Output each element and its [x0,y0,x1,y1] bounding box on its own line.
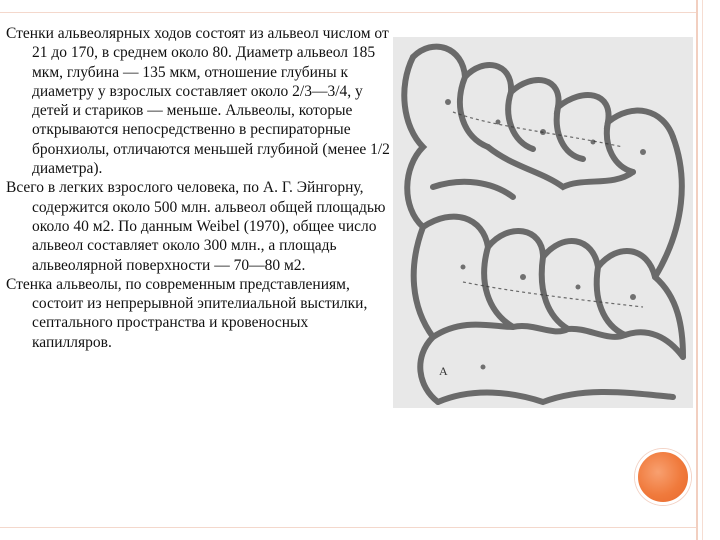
paragraph-alveolar-wall: Стенка альвеолы, по современным представлениям, состоит из непрерывной эпителиальной выстилки, септального пространства и кровеносных капилляров. [6,275,368,351]
slide-text [6,24,390,352]
slide-frame-top-line [0,12,696,13]
figure-label-a: А [439,364,448,378]
paragraph-alveolar-ducts: Стенки альвеолярных ходов состоят из альвеол числом от 21 до 170, в среднем около 80. Диаметр альвеол 185 мкм, глубина — 135 мкм, отношение глубины к диаметру у взрослых составляет около 2/3—3/4, у детей и стариков — меньше. Альвеолы, которые открываются непосредственно в респираторные бронхиолы, отличаются меньшей глубиной (менее 1/2 диаметра). [6,25,390,178]
slide-frame-right-line [696,0,698,540]
slide-frame-right-line-thin [702,0,703,540]
alveoli-micrograph-figure [393,37,693,408]
alveoli-illustration [393,37,693,408]
slide-frame-bottom-line [0,527,696,528]
decorative-orange-circle [635,449,691,505]
paragraph-alveoli-count: Всего в легких взрослого человека, по А. Г. Эйнгорну, содержится около 500 млн. альвеол общей площадью около 40 м2. По данным Weibel (1970), общее число альвеол составляет около 300 млн., а площадь альвеолярной поверхности — 70—80 м2. [6,179,386,274]
